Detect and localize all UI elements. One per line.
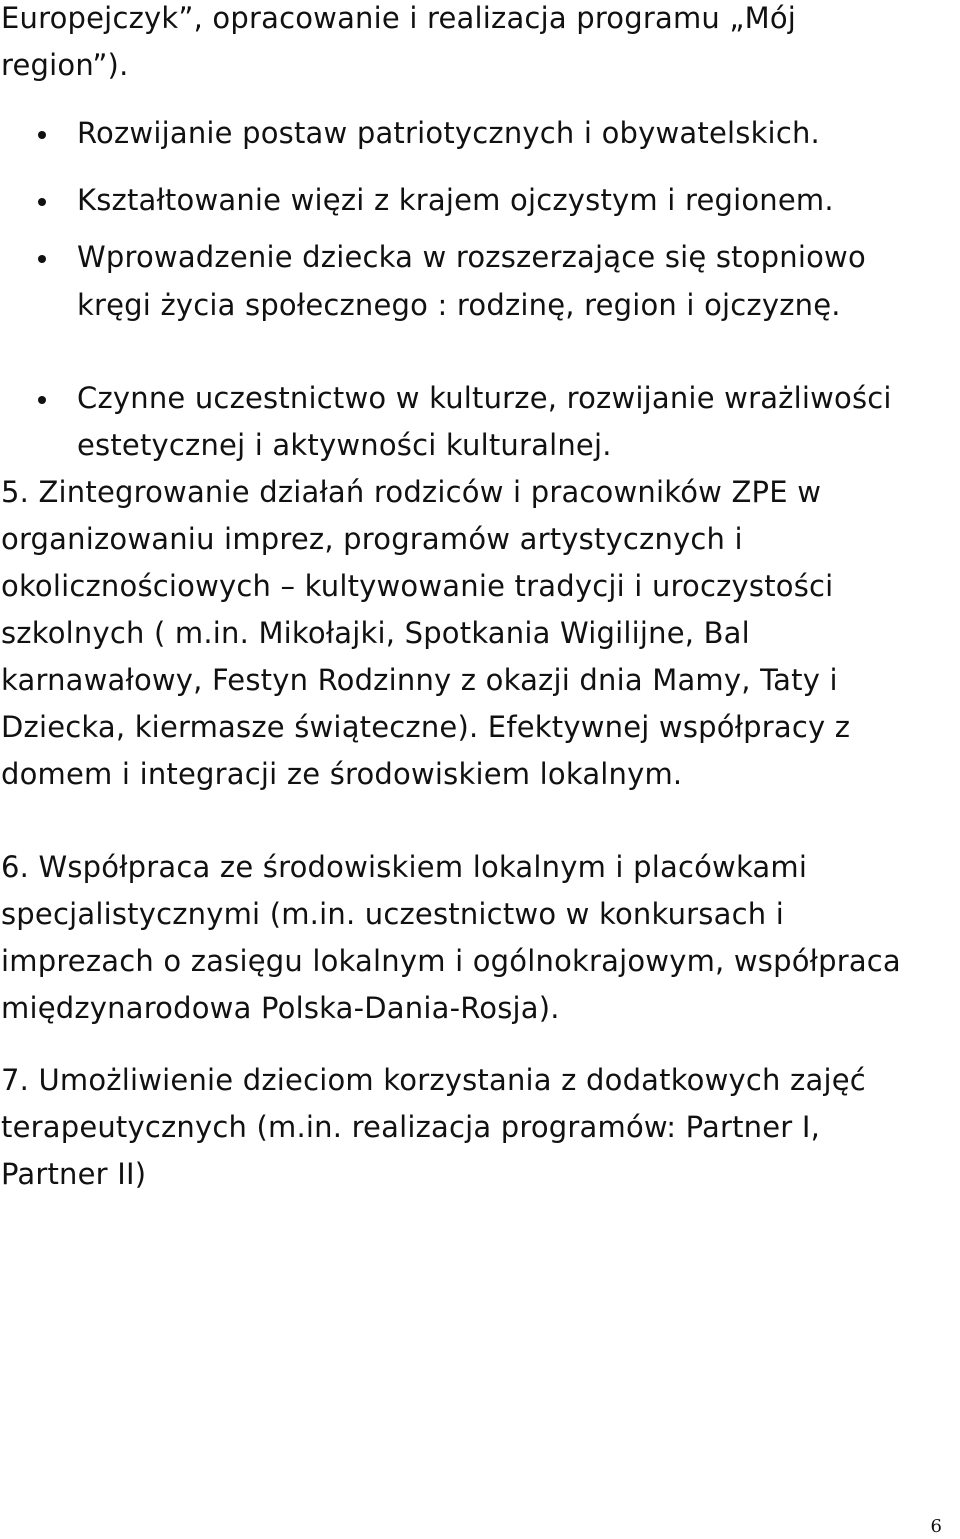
item-line: organizowaniu imprez, programów artystycznych i <box>1 522 743 556</box>
item-line: specjalistycznymi (m.in. uczestnictwo w konkursach i <box>1 897 784 931</box>
bullet-dot <box>38 131 46 139</box>
item-line: terapeutycznych (m.in. realizacja programów: Partner I, <box>1 1110 821 1144</box>
item-line: 7. Umożliwienie dzieciom korzystania z dodatkowych zajęć <box>1 1063 866 1097</box>
bullet-line: kręgi życia społecznego : rodzinę, region i ojczyznę. <box>77 288 841 322</box>
bullet-dot <box>38 396 46 404</box>
item-line: Partner II) <box>1 1157 147 1191</box>
bullet-line: Kształtowanie więzi z krajem ojczystym i regionem. <box>77 183 834 217</box>
item-line: domem i integracji ze środowiskiem lokalnym. <box>1 757 683 791</box>
bullet-line: estetycznej i aktywności kulturalnej. <box>77 428 612 462</box>
item-line: 6. Współpraca ze środowiskiem lokalnym i placówkami <box>1 850 808 884</box>
bullet-line: Czynne uczestnictwo w kulturze, rozwijanie wrażliwości <box>77 381 892 415</box>
intro-line: Europejczyk”, opracowanie i realizacja programu „Mój <box>1 1 797 35</box>
item-line: szkolnych ( m.in. Mikołajki, Spotkania Wigilijne, Bal <box>1 616 750 650</box>
item-line: 5. Zintegrowanie działań rodziców i pracowników ZPE w <box>1 475 822 509</box>
item-line: imprezach o zasięgu lokalnym i ogólnokrajowym, współpraca <box>1 944 901 978</box>
bullet-dot <box>38 255 46 263</box>
page-number: 6 <box>930 1516 942 1537</box>
bullet-dot <box>38 198 46 206</box>
intro-line: region”). <box>1 48 129 82</box>
item-line: karnawałowy, Festyn Rodzinny z okazji dnia Mamy, Taty i <box>1 663 838 697</box>
bullet-line: Rozwijanie postaw patriotycznych i obywatelskich. <box>77 116 820 150</box>
item-line: okolicznościowych – kultywowanie tradycji i uroczystości <box>1 569 834 603</box>
item-line: międzynarodowa Polska-Dania-Rosja). <box>1 991 560 1025</box>
bullet-line: Wprowadzenie dziecka w rozszerzające się stopniowo <box>77 240 866 274</box>
item-line: Dziecka, kiermasze świąteczne). Efektywnej współpracy z <box>1 710 851 744</box>
